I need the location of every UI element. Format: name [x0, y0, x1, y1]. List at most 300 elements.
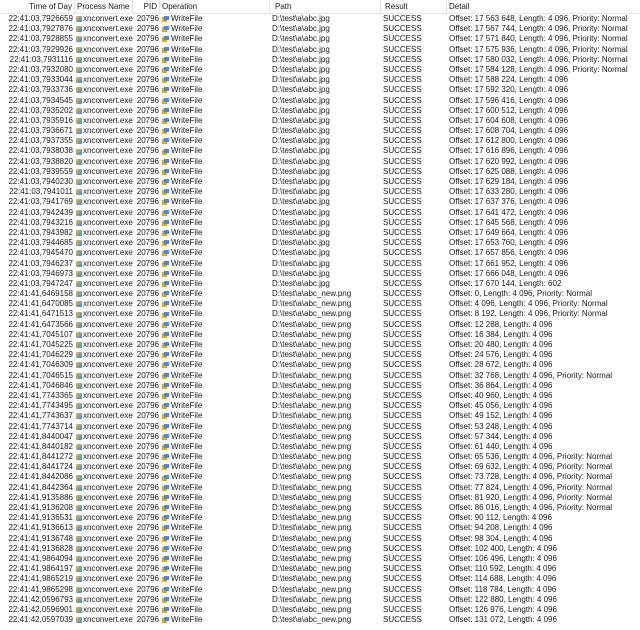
filesystem-write-icon [162, 98, 169, 104]
filesystem-write-icon [162, 220, 169, 226]
detail-cell: Offset: 17 612 800, Length: 4 096 [449, 136, 569, 146]
time-cell: 22:41:03,7935202 [8, 105, 73, 115]
operation-text: WriteFile [171, 146, 203, 156]
filesystem-write-icon [162, 373, 169, 379]
operation-text: WriteFile [171, 503, 203, 512]
time-cell: 22:41:03,7941769 [8, 197, 73, 207]
operation-text: WriteFile [171, 75, 203, 85]
event-row[interactable] [0, 360, 640, 370]
path-cell: D:\test\a\abc_new.png [272, 584, 352, 594]
path-cell: D:\test\a\abc.jpg [272, 34, 330, 44]
event-row[interactable] [0, 483, 640, 493]
event-row[interactable] [0, 493, 640, 503]
detail-cell: Offset: 17 649 664, Length: 4 096 [449, 227, 569, 237]
filesystem-write-icon [162, 322, 169, 328]
xnconvert-app-icon [76, 108, 82, 114]
filesystem-write-icon [162, 525, 169, 531]
filesystem-write-icon [162, 607, 169, 613]
operation-text: WriteFile [171, 24, 203, 34]
process-name-text: xnconvert.exe [83, 584, 133, 594]
detail-cell: Offset: 36 864, Length: 4 096 [449, 380, 553, 390]
result-cell: SUCCESS [383, 309, 422, 319]
filesystem-write-icon [162, 77, 169, 83]
detail-cell: Offset: 17 670 144, Length: 602 [449, 278, 562, 288]
detail-cell: Offset: 69 632, Length: 4 096, Priority: Normal [449, 462, 613, 472]
filesystem-write-icon [162, 291, 169, 297]
pid-cell: 20796 [136, 95, 159, 105]
pid-cell: 20796 [136, 594, 159, 604]
event-row[interactable] [0, 136, 640, 146]
result-cell: SUCCESS [383, 105, 422, 115]
process-cell [75, 14, 133, 24]
detail-cell: Offset: 17 592 320, Length: 4 096 [449, 85, 569, 95]
detail-cell: Offset: 17 657 856, Length: 4 096 [449, 248, 569, 258]
filesystem-write-icon [162, 179, 169, 185]
event-row[interactable] [0, 401, 640, 411]
pid-cell: 20796 [136, 238, 159, 248]
column-header-operation[interactable]: Operation [160, 0, 270, 13]
detail-cell: Offset: 126 976, Length: 4 096 [449, 604, 557, 614]
event-row[interactable] [0, 320, 640, 330]
process-cell [75, 279, 133, 289]
detail-cell: Offset: 65 536, Length: 4 096, Priority: Normal [449, 452, 613, 462]
process-cell [75, 320, 133, 330]
process-name-text: xnconvert.exe [83, 217, 133, 227]
event-row[interactable] [0, 371, 640, 381]
pid-cell: 20796 [136, 452, 159, 462]
process-name-text: xnconvert.exe [83, 75, 133, 85]
operation-text: WriteFile [171, 248, 203, 258]
result-cell: SUCCESS [383, 187, 422, 197]
xnconvert-app-icon [76, 352, 82, 358]
detail-cell: Offset: 32 768, Length: 4 096, Priority: Normal [449, 370, 613, 380]
event-row[interactable] [0, 177, 640, 187]
event-row[interactable] [0, 34, 640, 44]
detail-cell: Offset: 8 192, Length: 4 096, Priority: Normal [449, 309, 608, 319]
column-header-detail[interactable]: Detail [449, 2, 470, 11]
column-header-path[interactable]: Path [270, 0, 381, 13]
operation-text: WriteFile [171, 523, 203, 533]
event-row[interactable] [0, 564, 640, 574]
operation-cell [160, 167, 270, 177]
path-cell: D:\test\a\abc.jpg [272, 187, 330, 197]
path-cell: D:\test\a\abc_new.png [272, 564, 352, 574]
operation-text: WriteFile [171, 360, 203, 370]
filesystem-write-icon [162, 617, 169, 623]
filesystem-write-icon [162, 332, 169, 338]
pid-cell: 20796 [136, 14, 159, 23]
path-cell: D:\test\a\abc_new.png [272, 411, 352, 421]
time-cell: 22:41:41,9136531 [8, 513, 73, 523]
operation-text: WriteFile [171, 126, 203, 136]
time-cell: 22:41:41,9136613 [8, 523, 73, 533]
pid-cell: 20796 [136, 115, 159, 125]
time-cell: 22:41:03,7933044 [8, 75, 73, 85]
process-cell [75, 422, 133, 432]
xnconvert-app-icon [76, 87, 82, 93]
process-cell [75, 269, 133, 279]
xnconvert-app-icon [76, 210, 82, 216]
operation-text: WriteFile [171, 136, 203, 146]
path-cell: D:\test\a\abc_new.png [272, 472, 352, 482]
process-name-text: xnconvert.exe [83, 299, 133, 309]
time-cell: 22:41:41,8440047 [8, 431, 73, 441]
operation-text: WriteFile [171, 64, 203, 74]
event-row[interactable] [0, 126, 640, 136]
time-cell: 22:41:03,7941011 [9, 187, 73, 197]
event-row[interactable] [0, 24, 640, 34]
detail-cell: Offset: 17 604 608, Length: 4 096 [449, 115, 569, 125]
pid-cell: 20796 [136, 268, 159, 278]
event-row[interactable] [0, 330, 640, 340]
pid-cell: 20796 [136, 166, 159, 176]
process-name-text: xnconvert.exe [83, 44, 133, 54]
event-row[interactable] [0, 340, 640, 350]
process-cell [75, 350, 133, 360]
xnconvert-app-icon [76, 291, 82, 297]
pid-cell: 20796 [136, 441, 159, 451]
time-cell: 22:41:41,8442086 [8, 472, 73, 482]
filesystem-write-icon [162, 536, 169, 542]
path-cell: D:\test\a\abc_new.png [272, 350, 352, 360]
pid-cell: 20796 [136, 574, 159, 584]
event-row[interactable] [0, 106, 640, 116]
detail-cell: Offset: 17 588 224, Length: 4 096 [449, 75, 569, 85]
event-row[interactable] [0, 432, 640, 442]
detail-cell: Offset: 17 616 896, Length: 4 096 [449, 146, 569, 156]
operation-text: WriteFile [171, 380, 203, 390]
result-cell: SUCCESS [383, 166, 422, 176]
operation-cell [160, 513, 270, 523]
event-row[interactable] [0, 167, 640, 177]
filesystem-write-icon [162, 485, 169, 491]
result-cell: SUCCESS [383, 85, 422, 95]
pid-cell: 20796 [136, 431, 159, 441]
xnconvert-app-icon [76, 362, 82, 368]
filesystem-write-icon [162, 475, 169, 481]
path-cell: D:\test\a\abc_new.png [272, 543, 352, 553]
event-row[interactable] [0, 381, 640, 391]
event-row[interactable] [0, 55, 640, 65]
result-cell: SUCCESS [383, 370, 422, 380]
time-cell: 22:41:03,7931116 [9, 54, 73, 64]
result-cell: SUCCESS [383, 14, 422, 23]
detail-cell: Offset: 17 584 128, Length: 4 096, Priority: Normal [449, 64, 628, 74]
detail-cell: Offset: 17 633 280, Length: 4 096 [449, 187, 569, 197]
process-name-text: xnconvert.exe [83, 64, 133, 74]
operation-cell [160, 126, 270, 136]
event-row[interactable] [0, 615, 640, 625]
operation-cell [160, 309, 270, 319]
xnconvert-app-icon [76, 403, 82, 409]
process-cell [75, 523, 133, 533]
operation-text: WriteFile [171, 309, 203, 319]
time-cell: 22:41:42,0597039 [8, 615, 73, 625]
filesystem-write-icon [162, 362, 169, 368]
detail-cell: Offset: 17 600 512, Length: 4 096 [449, 105, 569, 115]
process-cell [75, 442, 133, 452]
xnconvert-app-icon [76, 546, 82, 552]
event-row[interactable] [0, 350, 640, 360]
xnconvert-app-icon [76, 281, 82, 287]
time-cell: 22:41:41,8441272 [8, 452, 73, 462]
pid-cell: 20796 [136, 85, 159, 95]
time-cell: 22:41:03,7947247 [8, 278, 73, 288]
event-row[interactable] [0, 96, 640, 106]
detail-cell: Offset: 17 645 568, Length: 4 096 [449, 217, 569, 227]
operation-cell [160, 197, 270, 207]
event-row[interactable] [0, 452, 640, 462]
path-cell: D:\test\a\abc.jpg [272, 217, 330, 227]
filesystem-write-icon [162, 393, 169, 399]
time-cell: 22:41:42,0596793 [8, 594, 73, 604]
operation-text: WriteFile [171, 482, 203, 492]
column-header-process-name[interactable]: Process Name [75, 0, 133, 13]
detail-cell: Offset: 17 571 840, Length: 4 096, Priority: Normal [449, 34, 628, 44]
event-row[interactable] [0, 65, 640, 75]
time-cell: 22:41:41,8440182 [8, 441, 73, 451]
path-cell: D:\test\a\abc_new.png [272, 492, 352, 502]
process-cell [75, 208, 133, 218]
filesystem-write-icon [162, 128, 169, 134]
process-name-text: xnconvert.exe [83, 166, 133, 176]
event-row[interactable] [0, 116, 640, 126]
time-cell: 22:41:03,7943982 [8, 227, 73, 237]
process-cell [75, 330, 133, 340]
event-row[interactable] [0, 146, 640, 156]
event-row[interactable] [0, 75, 640, 85]
time-cell: 22:41:03,7926659 [8, 14, 73, 23]
event-row[interactable] [0, 391, 640, 401]
process-cell [75, 126, 133, 136]
process-cell [75, 360, 133, 370]
pid-cell: 20796 [136, 156, 159, 166]
detail-cell: Offset: 86 016, Length: 4 096, Priority: Normal [449, 503, 613, 512]
filesystem-write-icon [162, 312, 169, 318]
event-row[interactable] [0, 259, 640, 269]
operation-text: WriteFile [171, 166, 203, 176]
xnconvert-app-icon [76, 67, 82, 73]
operation-text: WriteFile [171, 105, 203, 115]
process-name-text: xnconvert.exe [83, 441, 133, 451]
process-cell [75, 605, 133, 615]
path-cell: D:\test\a\abc.jpg [272, 156, 330, 166]
process-cell [75, 493, 133, 503]
result-cell: SUCCESS [383, 238, 422, 248]
operation-cell [160, 585, 270, 595]
path-cell: D:\test\a\abc.jpg [272, 115, 330, 125]
operation-cell [160, 279, 270, 289]
process-name-text: xnconvert.exe [83, 319, 133, 329]
process-cell [75, 462, 133, 472]
event-row[interactable] [0, 442, 640, 452]
filesystem-write-icon [162, 26, 169, 32]
xnconvert-app-icon [76, 240, 82, 246]
process-name-text: xnconvert.exe [83, 472, 133, 482]
pid-cell: 20796 [136, 370, 159, 380]
event-row[interactable] [0, 462, 640, 472]
operation-text: WriteFile [171, 441, 203, 451]
process-cell [75, 34, 133, 44]
process-cell [75, 289, 133, 299]
operation-cell [160, 24, 270, 34]
xnconvert-app-icon [76, 505, 82, 511]
process-name-text: xnconvert.exe [83, 187, 133, 197]
detail-cell: Offset: 73 728, Length: 4 096, Priority: Normal [449, 472, 613, 482]
operation-cell [160, 381, 270, 391]
process-cell [75, 381, 133, 391]
operation-cell [160, 350, 270, 360]
process-cell [75, 595, 133, 605]
time-cell: 22:41:41,7743495 [8, 401, 73, 411]
result-cell: SUCCESS [383, 604, 422, 614]
event-row[interactable] [0, 299, 640, 309]
path-cell: D:\test\a\abc_new.png [272, 431, 352, 441]
event-row[interactable] [0, 574, 640, 584]
event-row[interactable] [0, 544, 640, 554]
operation-cell [160, 106, 270, 116]
operation-text: WriteFile [171, 268, 203, 278]
pid-cell: 20796 [136, 350, 159, 360]
time-cell: 22:41:03,7929926 [8, 44, 73, 54]
pid-cell: 20796 [136, 278, 159, 288]
xnconvert-app-icon [76, 118, 82, 124]
path-cell: D:\test\a\abc.jpg [272, 248, 330, 258]
xnconvert-app-icon [76, 138, 82, 144]
process-cell [75, 585, 133, 595]
event-row[interactable] [0, 472, 640, 482]
event-row[interactable] [0, 208, 640, 218]
result-cell: SUCCESS [383, 34, 422, 44]
operation-text: WriteFile [171, 54, 203, 64]
xnconvert-app-icon [76, 342, 82, 348]
result-cell: SUCCESS [383, 289, 422, 299]
event-row[interactable] [0, 218, 640, 228]
operation-cell [160, 493, 270, 503]
detail-cell: Offset: 106 496, Length: 4 096 [449, 553, 557, 563]
event-row[interactable] [0, 279, 640, 289]
operation-cell [160, 14, 270, 24]
process-cell [75, 65, 133, 75]
pid-cell: 20796 [136, 309, 159, 319]
path-cell: D:\test\a\abc_new.png [272, 401, 352, 411]
result-cell: SUCCESS [383, 136, 422, 146]
process-name-text: xnconvert.exe [83, 452, 133, 462]
event-row[interactable] [0, 197, 640, 207]
column-header-pid[interactable]: PID [133, 0, 160, 13]
operation-text: WriteFile [171, 289, 203, 299]
operation-text: WriteFile [171, 401, 203, 411]
path-cell: D:\test\a\abc.jpg [272, 44, 330, 54]
result-cell: SUCCESS [383, 299, 422, 309]
column-header-result[interactable]: Result [381, 0, 447, 13]
time-cell: 22:41:41,9136828 [8, 543, 73, 553]
filesystem-write-icon [162, 36, 169, 42]
operation-text: WriteFile [171, 187, 203, 197]
process-cell [75, 503, 133, 513]
event-row[interactable] [0, 513, 640, 523]
event-row[interactable] [0, 157, 640, 167]
event-row[interactable] [0, 228, 640, 238]
event-row[interactable] [0, 45, 640, 55]
event-row[interactable] [0, 605, 640, 615]
path-cell: D:\test\a\abc.jpg [272, 64, 330, 74]
operation-cell [160, 564, 270, 574]
time-cell: 22:41:41,8442364 [8, 482, 73, 492]
operation-text: WriteFile [171, 44, 203, 54]
time-cell: 22:41:03,7937355 [8, 136, 73, 146]
operation-text: WriteFile [171, 34, 203, 44]
process-name-text: xnconvert.exe [83, 34, 133, 44]
event-row[interactable] [0, 238, 640, 248]
column-header-time[interactable]: Time of Day [0, 0, 75, 13]
event-row[interactable] [0, 269, 640, 279]
event-row[interactable] [0, 585, 640, 595]
event-row[interactable] [0, 422, 640, 432]
result-cell: SUCCESS [383, 513, 422, 523]
event-row[interactable] [0, 411, 640, 421]
event-row[interactable] [0, 14, 640, 24]
event-row[interactable] [0, 523, 640, 533]
operation-text: WriteFile [171, 14, 203, 23]
result-cell: SUCCESS [383, 54, 422, 64]
column-header-row [0, 0, 640, 14]
result-cell: SUCCESS [383, 217, 422, 227]
xnconvert-app-icon [76, 464, 82, 470]
result-cell: SUCCESS [383, 278, 422, 288]
pid-cell: 20796 [136, 136, 159, 146]
time-cell: 22:41:03,7936671 [8, 126, 73, 136]
detail-cell: Offset: 17 641 472, Length: 4 096 [449, 207, 569, 217]
event-row[interactable] [0, 534, 640, 544]
process-cell [75, 85, 133, 95]
operation-cell [160, 554, 270, 564]
operation-text: WriteFile [171, 156, 203, 166]
pid-cell: 20796 [136, 564, 159, 574]
operation-cell [160, 55, 270, 65]
process-name-text: xnconvert.exe [83, 268, 133, 278]
path-cell: D:\test\a\abc_new.png [272, 370, 352, 380]
event-row[interactable] [0, 85, 640, 95]
event-row[interactable] [0, 248, 640, 258]
event-row[interactable] [0, 503, 640, 513]
event-row[interactable] [0, 554, 640, 564]
operation-cell [160, 34, 270, 44]
path-cell: D:\test\a\abc_new.png [272, 513, 352, 523]
process-name-text: xnconvert.exe [83, 492, 133, 502]
time-cell: 22:41:41,9864094 [8, 553, 73, 563]
filesystem-write-icon [162, 159, 169, 165]
event-row[interactable] [0, 187, 640, 197]
event-row[interactable] [0, 289, 640, 299]
time-cell: 22:41:03,7938038 [8, 146, 73, 156]
process-name-text: xnconvert.exe [83, 380, 133, 390]
xnconvert-app-icon [76, 36, 82, 42]
process-name-text: xnconvert.exe [83, 105, 133, 115]
process-name-text: xnconvert.exe [83, 411, 133, 421]
path-cell: D:\test\a\abc_new.png [272, 289, 352, 299]
event-row[interactable] [0, 309, 640, 319]
pid-cell: 20796 [136, 533, 159, 543]
process-name-text: xnconvert.exe [83, 523, 133, 533]
time-cell: 22:41:41,6469158 [8, 289, 73, 299]
operation-cell [160, 371, 270, 381]
pid-cell: 20796 [136, 105, 159, 115]
detail-cell: Offset: 122 880, Length: 4 096 [449, 594, 557, 604]
result-cell: SUCCESS [383, 462, 422, 472]
process-name-text: xnconvert.exe [83, 564, 133, 574]
event-row[interactable] [0, 595, 640, 605]
